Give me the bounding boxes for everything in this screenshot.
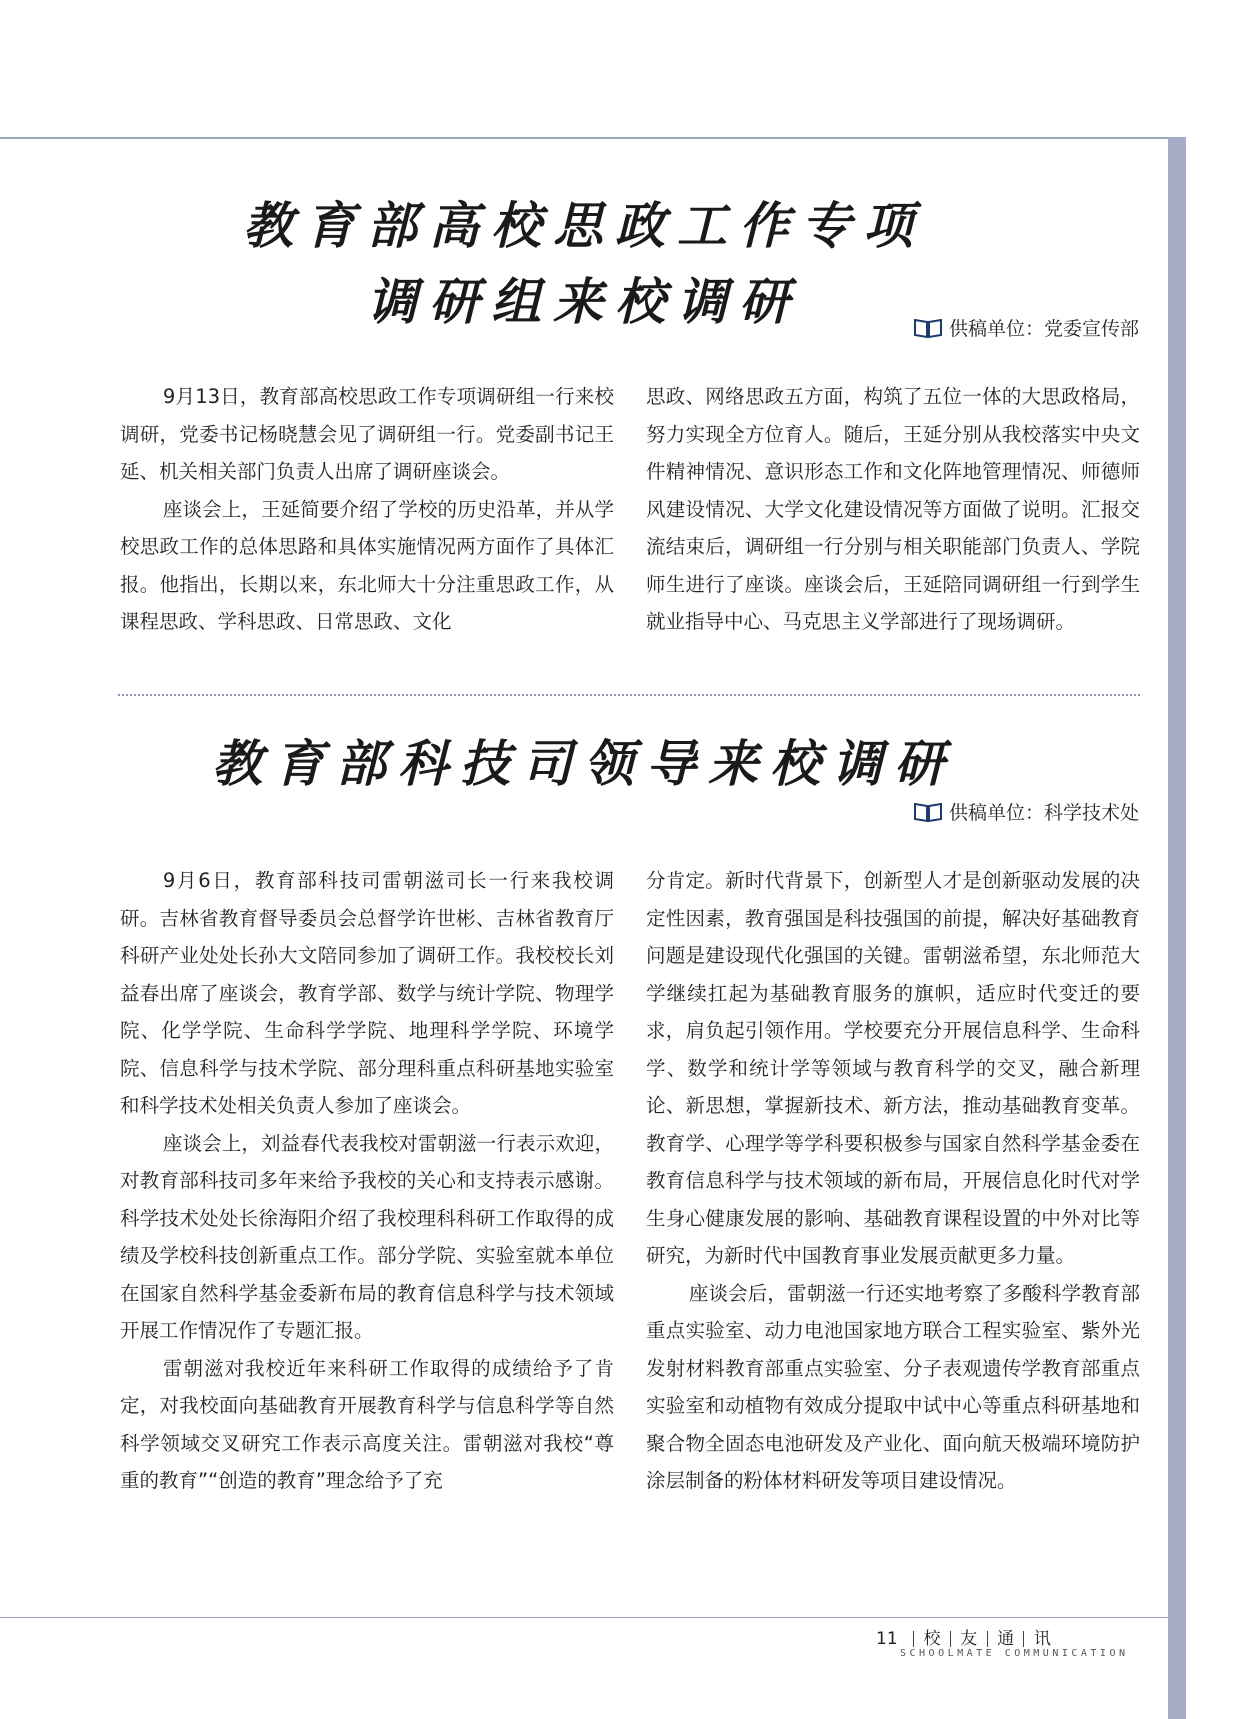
side-bar bbox=[1168, 137, 1186, 1719]
article2-paragraph: 雷朝滋对我校近年来科研工作取得的成绩给予了肯定，对我校面向基础教育开展教育科学与信息科学等自然科学领域交叉研究工作表示高度关注。雷朝滋对我校“尊重的教育”“创造的教育”理念给予了充 bbox=[120, 1356, 614, 1492]
journal-english-name: SCHOOLMATE COMMUNICATION bbox=[900, 1648, 1129, 1659]
book-icon bbox=[913, 801, 943, 823]
journal-char: 友 bbox=[960, 1629, 978, 1649]
journal-char: 校 bbox=[923, 1629, 941, 1649]
article1-source-text: 供稿单位：党委宣传部 bbox=[948, 318, 1139, 340]
article2-paragraph-continued: 分肯定。新时代背景下，创新型人才是创新驱动发展的决定性因素，教育强国是科技强国的前提，解决好基础教育问题是建设现代化强国的关键。雷朝滋希望，东北师范大学继续扛起为基础教育服务的旗帜，适应时代变迁的要求，肩负起引领作用。学校要充分开展信息科学、生命科学、数学和统计学等领域与教育科学的交叉，融合新理论、新思想，掌握新技术、新方法，推动基础教育变革。教育学、心理学等学科要积极参与国家自然科学基金委在教育信息科学与技术领域的新布局，开展信息化时代对学生身心健康发展的影响、基础教育课程设置的中外对比等研究，为新时代中国教育事业发展贡献更多力量。 bbox=[646, 869, 1140, 1267]
article1-left-column bbox=[120, 378, 614, 641]
journal-char: 讯 bbox=[1033, 1629, 1051, 1649]
bottom-rule bbox=[0, 1617, 1168, 1618]
article1-paragraph: 9月13日，教育部高校思政工作专项调研组一行来校调研，党委书记杨晓慧会见了调研组一行。党委副书记王延、机关相关部门负责人出席了调研座谈会。 bbox=[120, 385, 614, 483]
article1-title-line2: 调研组来校调研 bbox=[367, 272, 801, 331]
article1-right-column bbox=[646, 378, 1140, 641]
article2-left-column bbox=[120, 862, 614, 1500]
article2-source bbox=[913, 798, 1139, 825]
footer bbox=[876, 1624, 1051, 1649]
article2-paragraph: 座谈会上，刘益春代表我校对雷朝滋一行表示欢迎，对教育部科技司多年来给予我校的关心和支持表示感谢。科学技术处处长徐海阳介绍了我校理科科研工作取得的成绩及学校科技创新重点工作。部分学院、实验室就本单位在国家自然科学基金委新布局的教育信息科学与技术领域开展工作情况作了专题汇报。 bbox=[120, 1131, 614, 1342]
article2-source-text: 供稿单位：科学技术处 bbox=[948, 802, 1139, 824]
footer-separator bbox=[913, 1631, 914, 1647]
top-rule bbox=[0, 137, 1168, 139]
article2-paragraph: 座谈会后，雷朝滋一行还实地考察了多酸科学教育部重点实验室、动力电池国家地方联合工程实验室、紫外光发射材料教育部重点实验室、分子表观遗传学教育部重点实验室和动植物有效成分提取中试中心等重点科研基地和聚合物全固态电池研发及产业化、面向航天极端环境防护涂层制备的粉体材料研发等项目建设情况。 bbox=[646, 1281, 1140, 1492]
footer-separator bbox=[987, 1631, 988, 1647]
book-icon bbox=[913, 317, 943, 339]
section-divider bbox=[118, 694, 1140, 696]
page-number: 11 bbox=[876, 1629, 898, 1649]
article2-paragraph: 9月6日，教育部科技司雷朝滋司长一行来我校调研。吉林省教育督导委员会总督学许世彬、吉林省教育厅科研产业处处长孙大文陪同参加了调研工作。我校校长刘益春出席了座谈会，教育学部、数学与统计学院、物理学院、化学学院、生命科学学院、地理科学学院、环境学院、信息科学与技术学院、部分理科重点科研基地实验室和科学技术处相关负责人参加了座谈会。 bbox=[120, 869, 614, 1117]
article1-paragraph-continued: 思政、网络思政五方面，构筑了五位一体的大思政格局，努力实现全方位育人。随后，王延分别从我校落实中央文件精神情况、意识形态工作和文化阵地管理情况、师德师风建设情况、大学文化建设情况等方面做了说明。汇报交流结束后，调研组一行分别与相关职能部门负责人、学院师生进行了座谈。座谈会后，王延陪同调研组一行到学生就业指导中心、马克思主义学部进行了现场调研。 bbox=[646, 385, 1140, 633]
article2-title: 教育部科技司领导来校调研 bbox=[212, 734, 956, 793]
article1-title-line1: 教育部高校思政工作专项 bbox=[243, 196, 925, 255]
footer-separator bbox=[1023, 1631, 1024, 1647]
journal-char: 通 bbox=[997, 1629, 1015, 1649]
article2-right-column bbox=[646, 862, 1140, 1500]
article1-source bbox=[913, 314, 1139, 341]
article1-paragraph: 座谈会上，王延简要介绍了学校的历史沿革，并从学校思政工作的总体思路和具体实施情况两方面作了具体汇报。他指出，长期以来，东北师大十分注重思政工作，从课程思政、学科思政、日常思政、文化 bbox=[120, 497, 614, 633]
footer-separator bbox=[950, 1631, 951, 1647]
